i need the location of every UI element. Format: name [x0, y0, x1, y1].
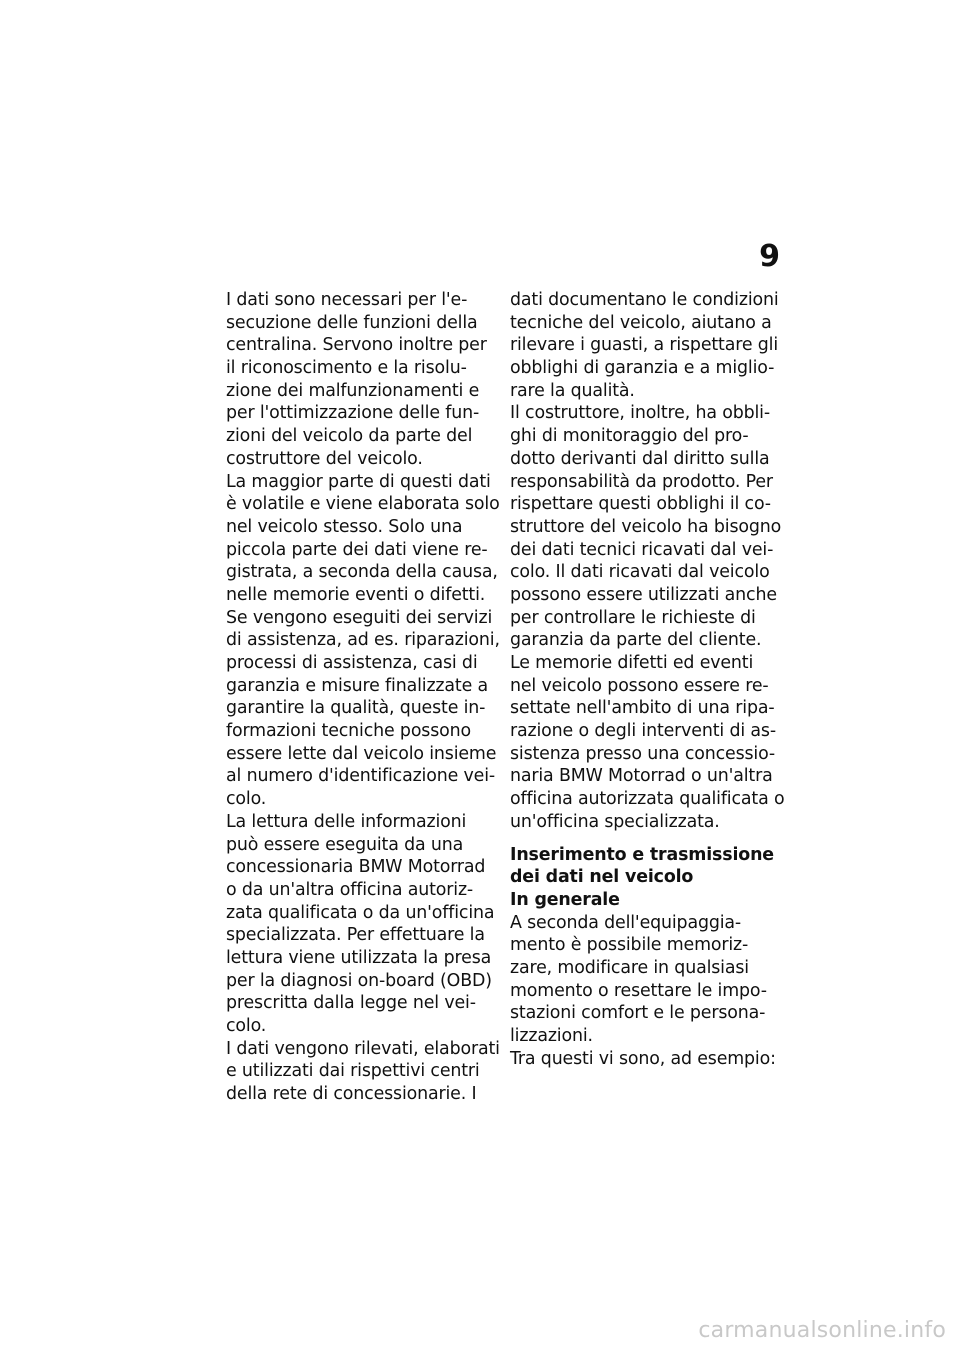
subheading-in-generale: In generale [510, 889, 620, 910]
text-line: Tra questi vi sono, ad esempio: [510, 1048, 776, 1069]
text-line: prescritta dalla legge nel vei- [226, 993, 476, 1014]
text-line: zare, modificare in qualsiasi [510, 957, 749, 978]
text-line: secuzione delle funzioni della [226, 312, 478, 333]
text-line: è volatile e viene elaborata solo [226, 494, 500, 515]
text-line: sistenza presso una concessio- [510, 743, 776, 764]
text-line: concessionaria BMW Motorrad [226, 857, 486, 878]
text-line: garantire la qualità, queste in- [226, 698, 486, 719]
text-line: nel veicolo possono essere re- [510, 675, 769, 696]
text-line: essere lette dal veicolo insieme [226, 743, 497, 764]
text-line: processi di assistenza, casi di [226, 653, 478, 673]
text-line: lettura viene utilizzata la presa [226, 947, 492, 968]
text-line: dotto derivanti dal diritto sulla [510, 448, 770, 469]
watermark-text: carmanualsonline.info [698, 1318, 946, 1343]
text-line: settate nell'ambito di una ripa- [510, 698, 775, 719]
text-line: e utilizzati dai rispettivi centri [226, 1061, 480, 1082]
section-heading-line-2: dei dati nel veicolo [510, 867, 694, 888]
text-line: responsabilità da prodotto. Per [510, 471, 773, 492]
text-line: il riconoscimento e la risolu- [226, 358, 467, 379]
text-line: mento è possibile memoriz- [510, 935, 749, 956]
text-line: centralina. Servono inoltre per [226, 335, 487, 356]
text-line: colo. [226, 789, 267, 810]
text-line: I dati vengono rilevati, elaborati [226, 1038, 500, 1059]
right-column-body-top [510, 289, 788, 834]
text-line: di assistenza, ad es. riparazioni, [226, 630, 500, 651]
text-line: La maggior parte di questi dati [226, 471, 491, 492]
text-line: possono essere utilizzati anche [510, 584, 777, 605]
text-line: A seconda dell'equipaggia- [510, 912, 742, 933]
page-number: 9 [759, 239, 780, 274]
section-heading-line-1: Inserimento e trasmissione [510, 844, 774, 865]
text-line: per l'ottimizzazione delle fun- [226, 403, 480, 424]
text-line: per la diagnosi on-board (OBD) [226, 970, 492, 991]
text-line: costruttore del veicolo. [226, 448, 423, 469]
text-line: struttore del veicolo ha bisogno [510, 516, 782, 537]
text-line: un'officina specializzata. [510, 811, 720, 832]
text-line: rilevare i guasti, a rispettare gli [510, 335, 779, 356]
text-line: Le memorie difetti ed eventi [510, 653, 754, 673]
text-line: La lettura delle informazioni [226, 811, 467, 832]
text-line: garanzia da parte del cliente. [510, 630, 762, 651]
text-line: obblighi di garanzia e a miglio- [510, 358, 775, 379]
text-line: officina autorizzata qualificata o [510, 789, 785, 810]
text-line: della rete di concessionarie. I [226, 1084, 477, 1105]
text-line: I dati sono necessari per l'e- [226, 290, 468, 310]
text-line: naria BMW Motorrad o un'altra [510, 766, 773, 787]
text-line: ghi di monitoraggio del pro- [510, 426, 749, 447]
left-column [226, 289, 500, 1106]
text-line: zioni del veicolo da parte del [226, 426, 473, 447]
text-line: può essere eseguita da una [226, 834, 464, 855]
text-line: colo. Il dati ricavati dal veicolo [510, 562, 770, 583]
text-line: dati documentano le condizioni [510, 290, 779, 310]
text-line: nel veicolo stesso. Solo una [226, 516, 463, 537]
text-line: specializzata. Per effettuare la [226, 925, 485, 946]
text-line: zata qualificata o da un'officina [226, 902, 495, 923]
text-line: stazioni comfort e le persona- [510, 1003, 766, 1024]
right-column [510, 289, 788, 1070]
text-line: formazioni tecniche possono [226, 721, 471, 742]
text-line: lizzazioni. [510, 1026, 593, 1046]
text-line: gistrata, a seconda della causa, [226, 562, 498, 583]
text-line: razione o degli interventi di as- [510, 721, 776, 742]
right-column-body-bottom [510, 912, 788, 1071]
text-line: rare la qualità. [510, 380, 635, 401]
text-line: per controllare le richieste di [510, 607, 756, 628]
text-line: Se vengono eseguiti dei servizi [226, 607, 493, 628]
text-line: piccola parte dei dati viene re- [226, 539, 488, 560]
text-line: al numero d'identificazione vei- [226, 766, 496, 787]
text-line: zione dei malfunzionamenti e [226, 380, 480, 401]
text-line: Il costruttore, inoltre, ha obbli- [510, 403, 770, 424]
text-line: o da un'altra officina autoriz- [226, 879, 474, 900]
text-line: garanzia e misure finalizzate a [226, 675, 489, 696]
text-line: rispettare questi obblighi il co- [510, 494, 771, 515]
text-line: dei dati tecnici ricavati dal vei- [510, 539, 774, 560]
section-spacer [510, 834, 788, 844]
text-line: tecniche del veicolo, aiutano a [510, 312, 772, 333]
text-line: colo. [226, 1016, 267, 1036]
text-line: momento o resettare le impo- [510, 980, 767, 1001]
text-line: nelle memorie eventi o difetti. [226, 584, 486, 605]
